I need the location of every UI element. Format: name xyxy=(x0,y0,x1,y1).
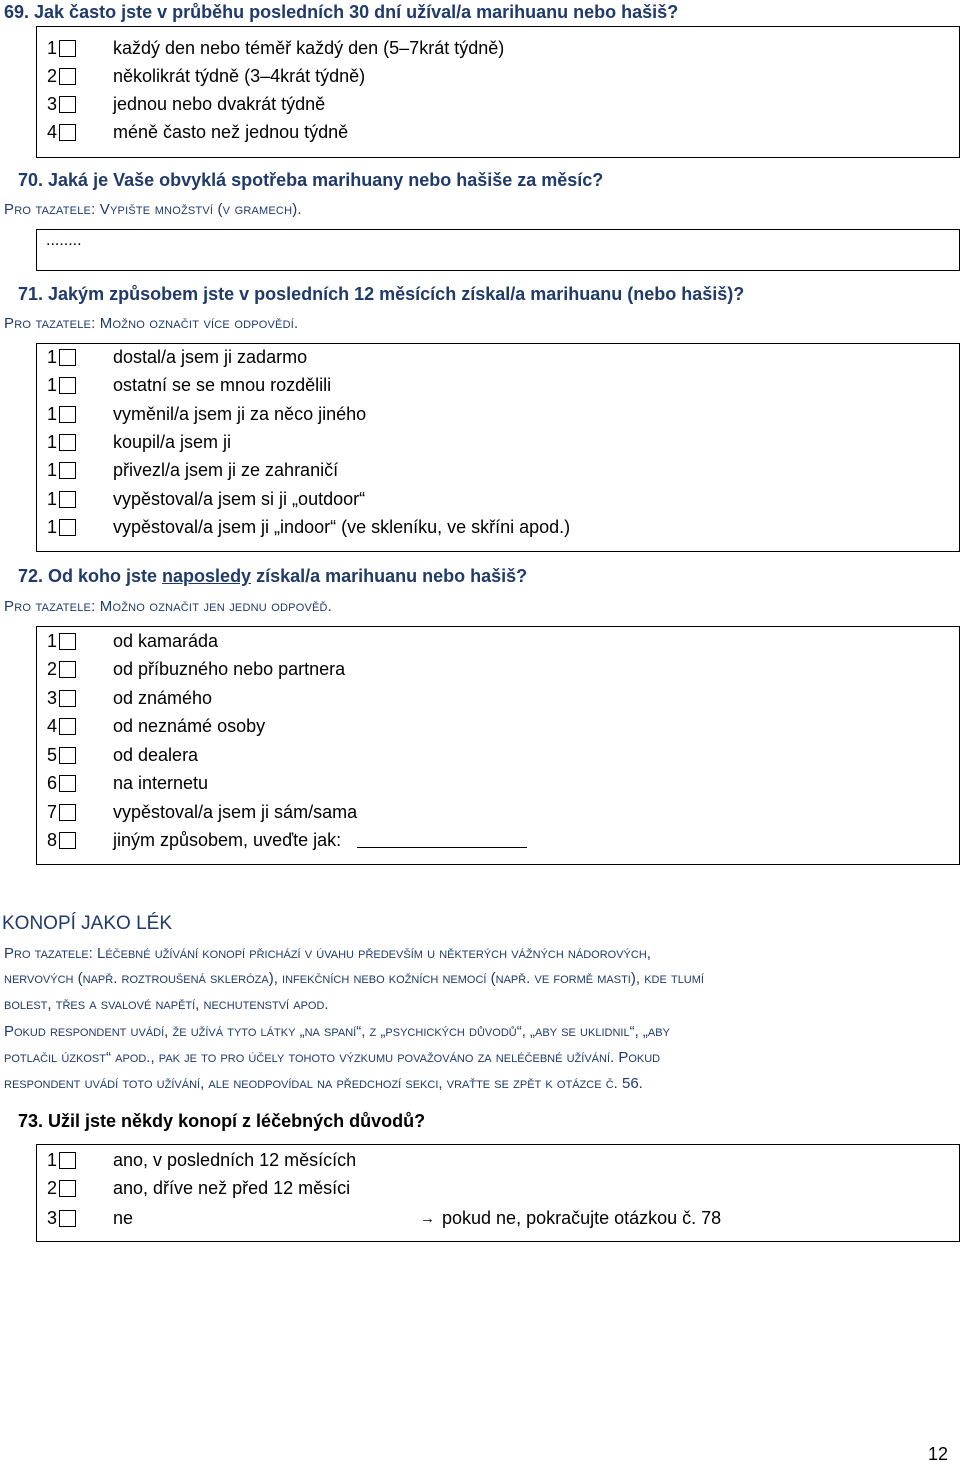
q69-option[interactable] xyxy=(47,92,326,116)
option-label: od dealera xyxy=(113,744,199,765)
q72-title xyxy=(18,566,527,587)
q73-option[interactable] xyxy=(47,1148,357,1172)
option-label: od příbuzného nebo partnera xyxy=(113,658,346,679)
q72-option[interactable] xyxy=(47,629,219,653)
option-label: od známého xyxy=(113,687,213,708)
option-number: 1 xyxy=(47,431,58,452)
q72-option[interactable] xyxy=(47,800,358,824)
q69-option[interactable] xyxy=(47,120,349,144)
q71-title: 71. Jakým způsobem jste v posledních 12 měsících získal/a marihuanu (nebo hašiš)? xyxy=(18,284,745,304)
option-number: 3 xyxy=(47,687,58,708)
option-label: od neznámé osoby xyxy=(113,715,266,736)
option-number: 1 xyxy=(47,488,58,509)
option-label: ostatní se se mnou rozdělili xyxy=(113,374,332,395)
section-note-line: Pokud respondent uvádí, že užívá tyto látky „na spaní“, z „psychických důvodů“, „aby se uklidnil“, „aby xyxy=(4,1023,670,1040)
section-note-line: Pro tazatele: Léčebné užívání konopí přichází v úvahu především u některých vážných nádorových, xyxy=(4,945,651,962)
option-label: ne xyxy=(113,1207,134,1228)
option-label: vyměnil/a jsem ji za něco jiného xyxy=(113,403,367,424)
option-number: 1 xyxy=(47,1149,58,1170)
option-label: každý den nebo téměř každý den (5–7krát týdně) xyxy=(113,37,505,58)
checkbox[interactable] xyxy=(59,96,76,113)
checkbox[interactable] xyxy=(59,434,76,451)
q73-option[interactable] xyxy=(47,1176,351,1200)
q70-title: 70. Jaká je Vaše obvyklá spotřeba marihuany nebo hašiše za měsíc? xyxy=(18,170,604,190)
checkbox[interactable] xyxy=(59,124,76,141)
option-number: 1 xyxy=(47,630,58,651)
option-label: ano, v posledních 12 měsících xyxy=(113,1149,357,1170)
option-number: 1 xyxy=(47,403,58,424)
option-number: 2 xyxy=(47,1177,58,1198)
option-label: vypěstoval/a jsem ji „indoor“ (ve skleníku, ve skříni apod.) xyxy=(113,516,571,537)
option-label: jednou nebo dvakrát týdně xyxy=(113,93,326,114)
q72-option[interactable] xyxy=(47,657,346,681)
option-number: 4 xyxy=(47,121,58,142)
q70-instruction: Pro tazatele: Vypište množství (v gramech). xyxy=(4,201,302,218)
q72-title-pre: 72. Od koho jste xyxy=(18,566,163,586)
q71-option[interactable] xyxy=(47,430,232,454)
q72-option[interactable] xyxy=(47,714,266,738)
option-label: přivezl/a jsem ji ze zahraničí xyxy=(113,459,339,480)
option-number: 8 xyxy=(47,829,58,850)
option-number: 2 xyxy=(47,65,58,86)
checkbox[interactable] xyxy=(59,804,76,821)
checkbox[interactable] xyxy=(59,718,76,735)
checkbox[interactable] xyxy=(59,1180,76,1197)
q72-option[interactable] xyxy=(47,828,342,852)
q72-option[interactable] xyxy=(47,771,209,795)
skip-instruction xyxy=(420,1206,721,1230)
q71-option[interactable] xyxy=(47,487,366,511)
option-label: vypěstoval/a jsem si ji „outdoor“ xyxy=(113,488,366,509)
option-number: 3 xyxy=(47,93,58,114)
option-number: 3 xyxy=(47,1207,58,1228)
checkbox[interactable] xyxy=(59,40,76,57)
checkbox[interactable] xyxy=(59,68,76,85)
q69-title: 69. Jak často jste v průběhu posledních 30 dní užíval/a marihuanu nebo hašiš? xyxy=(4,2,679,22)
checkbox[interactable] xyxy=(59,519,76,536)
q72-other-input-line[interactable] xyxy=(357,847,527,848)
q69-option[interactable] xyxy=(47,36,505,60)
option-label: vypěstoval/a jsem ji sám/sama xyxy=(113,801,358,822)
q71-option[interactable] xyxy=(47,515,571,539)
option-label: na internetu xyxy=(113,772,209,793)
option-number: 4 xyxy=(47,715,58,736)
checkbox[interactable] xyxy=(59,633,76,650)
q72-option[interactable] xyxy=(47,743,199,767)
q72-title-post: získal/a marihuanu nebo hašiš? xyxy=(251,566,528,586)
checkbox[interactable] xyxy=(59,775,76,792)
checkbox[interactable] xyxy=(59,377,76,394)
checkbox[interactable] xyxy=(59,406,76,423)
q72-option[interactable] xyxy=(47,686,213,710)
skip-text: pokud ne, pokračujte otázkou č. 78 xyxy=(442,1207,722,1228)
checkbox[interactable] xyxy=(59,462,76,479)
option-label: méně často než jednou týdně xyxy=(113,121,349,142)
q70-answer-dots: ........ xyxy=(46,232,82,249)
option-number: 2 xyxy=(47,658,58,679)
q71-option[interactable] xyxy=(47,402,367,426)
q71-option[interactable] xyxy=(47,345,308,369)
q71-option[interactable] xyxy=(47,373,332,397)
option-label: jiným způsobem, uveďte jak: xyxy=(113,829,342,850)
checkbox[interactable] xyxy=(59,690,76,707)
section-heading: KONOPÍ JAKO LÉK xyxy=(2,913,172,934)
option-number: 1 xyxy=(47,374,58,395)
option-label: od kamaráda xyxy=(113,630,219,651)
arrow-right-icon: → xyxy=(420,1209,435,1227)
option-label: ano, dříve než před 12 měsíci xyxy=(113,1177,351,1198)
checkbox[interactable] xyxy=(59,1210,76,1227)
section-note-line: potlačil úzkost“ apod., pak je to pro účely tohoto výzkumu považováno za neléčebné užívání. Pokud xyxy=(4,1049,661,1066)
option-label: několikrát týdně (3–4krát týdně) xyxy=(113,65,366,86)
q73-option[interactable] xyxy=(47,1206,134,1230)
page-number: 12 xyxy=(927,1444,948,1464)
q72-instruction: Pro tazatele: Možno označit jen jednu odpověď. xyxy=(4,598,333,615)
option-number: 6 xyxy=(47,772,58,793)
q71-option[interactable] xyxy=(47,458,339,482)
option-number: 1 xyxy=(47,37,58,58)
q71-instruction: Pro tazatele: Možno označit více odpovědí. xyxy=(4,315,299,332)
option-label: koupil/a jsem ji xyxy=(113,431,232,452)
option-number: 7 xyxy=(47,801,58,822)
option-number: 1 xyxy=(47,516,58,537)
section-note-line: bolest, třes a svalové napětí, nechutenství apod. xyxy=(4,996,329,1013)
checkbox[interactable] xyxy=(59,661,76,678)
option-number: 1 xyxy=(47,346,58,367)
q69-option[interactable] xyxy=(47,64,366,88)
q72-title-emphasis: naposledy xyxy=(162,566,252,586)
checkbox[interactable] xyxy=(59,1152,76,1169)
section-note-line: respondent uvádí toto užívání, ale neodpovídal na předchozí sekci, vraťte se zpět k otázce č. 56. xyxy=(4,1075,643,1092)
checkbox[interactable] xyxy=(59,832,76,849)
checkbox[interactable] xyxy=(59,747,76,764)
checkbox[interactable] xyxy=(59,491,76,508)
option-number: 1 xyxy=(47,459,58,480)
option-label: dostal/a jsem ji zadarmo xyxy=(113,346,308,367)
q70-answer-box[interactable] xyxy=(36,229,960,271)
option-number: 5 xyxy=(47,744,58,765)
section-note-line: nervových (např. roztroušená skleróza), infekčních nebo kožních nemocí (např. ve formě masti), kde tlumí xyxy=(4,970,704,987)
checkbox[interactable] xyxy=(59,349,76,366)
q73-title: 73. Užil jste někdy konopí z léčebných důvodů? xyxy=(18,1111,426,1131)
